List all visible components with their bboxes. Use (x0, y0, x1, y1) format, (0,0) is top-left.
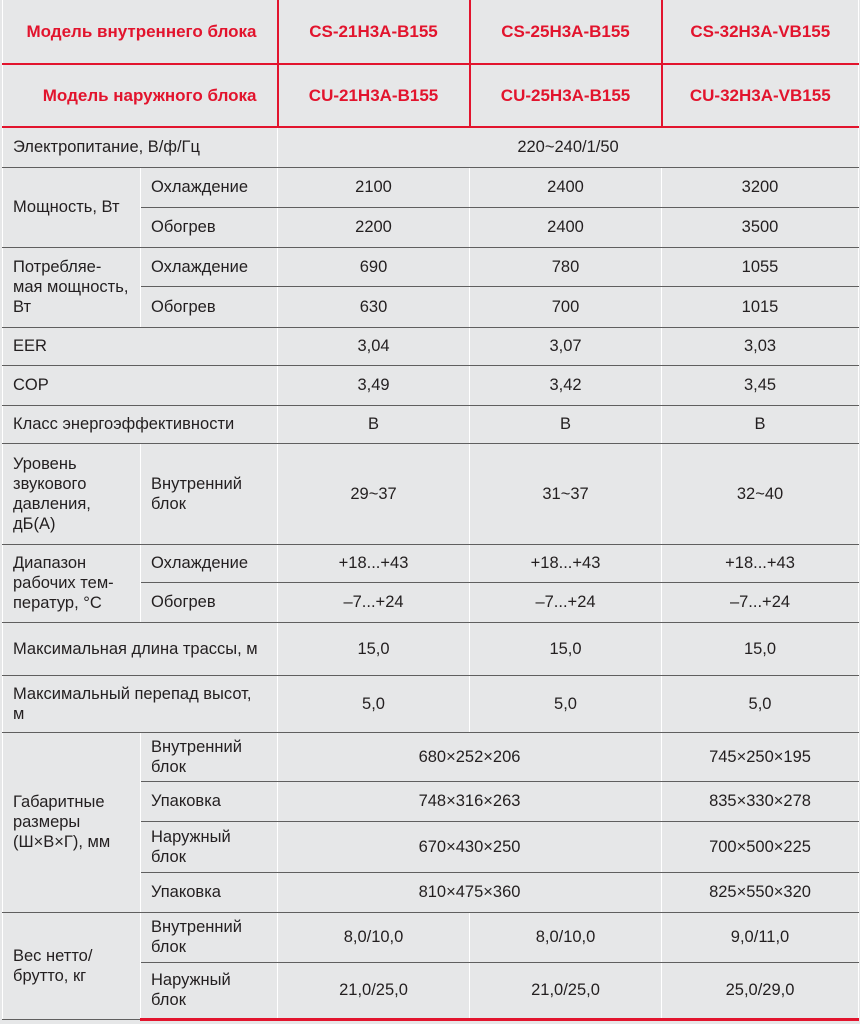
header-row-indoor (3, 0, 859, 64)
outdoor-model-label: Модель наружного блока (3, 64, 278, 127)
row-capacity-cooling (3, 167, 859, 207)
indoor-model-1: CS-21H3A-B155 (278, 0, 470, 64)
weight-outdoor-2: 21,0/25,0 (470, 962, 662, 1019)
max-height-3: 5,0 (662, 675, 859, 732)
header-row-outdoor (3, 64, 859, 127)
capacity-cooling-3: 3200 (662, 167, 859, 207)
dim-outdoor-21-25: 670×430×250 (278, 821, 662, 872)
row-dim-indoor (3, 732, 859, 781)
weight-indoor-2: 8,0/10,0 (470, 912, 662, 962)
noise-sublabel: Внутренний блок (141, 443, 278, 544)
dim-indoor-21-25: 680×252×206 (278, 732, 662, 781)
weight-outdoor-label: Наружный блок (141, 962, 278, 1019)
max-length-2: 15,0 (470, 622, 662, 675)
temp-range-label: Диапазон рабочих тем-ператур, °С (3, 544, 141, 622)
weight-outdoor-1: 21,0/25,0 (278, 962, 470, 1019)
indoor-model-3: CS-32H3A-VB155 (662, 0, 859, 64)
max-height-label: Максимальный перепад высот, м (3, 675, 278, 732)
row-max-length (3, 622, 859, 675)
capacity-heating-3: 3500 (662, 207, 859, 247)
dim-outdoor-pack-21-25: 810×475×360 (278, 872, 662, 912)
temp-heating-3: –7...+24 (662, 582, 859, 622)
consumption-heating-2: 700 (470, 286, 662, 327)
capacity-heating-1: 2200 (278, 207, 470, 247)
energy-class-label: Класс энергоэффективности (3, 405, 278, 443)
temp-heating-2: –7...+24 (470, 582, 662, 622)
capacity-cooling-label: Охлаждение (141, 167, 278, 207)
row-consumption-cooling (3, 247, 859, 286)
cop-3: 3,45 (662, 365, 859, 405)
dim-indoor-pack-32: 835×330×278 (662, 781, 859, 821)
noise-2: 31~37 (470, 443, 662, 544)
dimensions-label: Габаритные размеры (Ш×В×Г), мм (3, 732, 141, 912)
weight-indoor-3: 9,0/11,0 (662, 912, 859, 962)
cop-1: 3,49 (278, 365, 470, 405)
temp-cooling-1: +18...+43 (278, 544, 470, 582)
eer-3: 3,03 (662, 327, 859, 365)
consumption-cooling-2: 780 (470, 247, 662, 286)
consumption-label: Потребляе-мая мощность, Вт (3, 247, 141, 327)
capacity-label: Мощность, Вт (3, 167, 141, 247)
energy-class-3: B (662, 405, 859, 443)
temp-heating-1: –7...+24 (278, 582, 470, 622)
consumption-heating-3: 1015 (662, 286, 859, 327)
consumption-heating-label: Обогрев (141, 286, 278, 327)
dim-outdoor-pack-label: Упаковка (141, 872, 278, 912)
row-power-supply (3, 127, 859, 167)
capacity-cooling-1: 2100 (278, 167, 470, 207)
cop-2: 3,42 (470, 365, 662, 405)
energy-class-2: B (470, 405, 662, 443)
row-eer (3, 327, 859, 365)
max-height-2: 5,0 (470, 675, 662, 732)
dim-indoor-pack-21-25: 748×316×263 (278, 781, 662, 821)
outdoor-model-3: CU-32H3A-VB155 (662, 64, 859, 127)
outdoor-model-2: CU-25H3A-B155 (470, 64, 662, 127)
temp-cooling-label: Охлаждение (141, 544, 278, 582)
power-supply-label: Электропитание, В/ф/Гц (3, 127, 278, 167)
row-energy-class (3, 405, 859, 443)
eer-2: 3,07 (470, 327, 662, 365)
row-temp-cooling (3, 544, 859, 582)
consumption-cooling-3: 1055 (662, 247, 859, 286)
consumption-cooling-label: Охлаждение (141, 247, 278, 286)
dim-indoor-pack-label: Упаковка (141, 781, 278, 821)
max-height-1: 5,0 (278, 675, 470, 732)
eer-label: EER (3, 327, 278, 365)
max-length-3: 15,0 (662, 622, 859, 675)
row-max-height (3, 675, 859, 732)
spec-table (2, 0, 859, 1021)
weight-indoor-label: Внутренний блок (141, 912, 278, 962)
dim-indoor-32: 745×250×195 (662, 732, 859, 781)
row-cop (3, 365, 859, 405)
weight-indoor-1: 8,0/10,0 (278, 912, 470, 962)
temp-cooling-3: +18...+43 (662, 544, 859, 582)
max-length-label: Максимальная длина трассы, м (3, 622, 278, 675)
consumption-heating-1: 630 (278, 286, 470, 327)
row-noise (3, 443, 859, 544)
consumption-cooling-1: 690 (278, 247, 470, 286)
indoor-model-2: CS-25H3A-B155 (470, 0, 662, 64)
dim-indoor-label: Внутренний блок (141, 732, 278, 781)
max-length-1: 15,0 (278, 622, 470, 675)
temp-heating-label: Обогрев (141, 582, 278, 622)
eer-1: 3,04 (278, 327, 470, 365)
indoor-model-label: Модель внутреннего блока (3, 0, 278, 64)
capacity-heating-2: 2400 (470, 207, 662, 247)
cop-label: COP (3, 365, 278, 405)
weight-outdoor-3: 25,0/29,0 (662, 962, 859, 1019)
noise-3: 32~40 (662, 443, 859, 544)
capacity-heating-label: Обогрев (141, 207, 278, 247)
outdoor-model-1: CU-21H3A-B155 (278, 64, 470, 127)
dim-outdoor-32: 700×500×225 (662, 821, 859, 872)
temp-cooling-2: +18...+43 (470, 544, 662, 582)
dim-outdoor-pack-32: 825×550×320 (662, 872, 859, 912)
energy-class-1: B (278, 405, 470, 443)
capacity-cooling-2: 2400 (470, 167, 662, 207)
noise-1: 29~37 (278, 443, 470, 544)
noise-label: Уровень звукового давления, дБ(А) (3, 443, 141, 544)
power-supply-value: 220~240/1/50 (278, 127, 859, 167)
weight-label: Вес нетто/брутто, кг (3, 912, 141, 1019)
dim-outdoor-label: Наружный блок (141, 821, 278, 872)
row-weight-indoor (3, 912, 859, 962)
